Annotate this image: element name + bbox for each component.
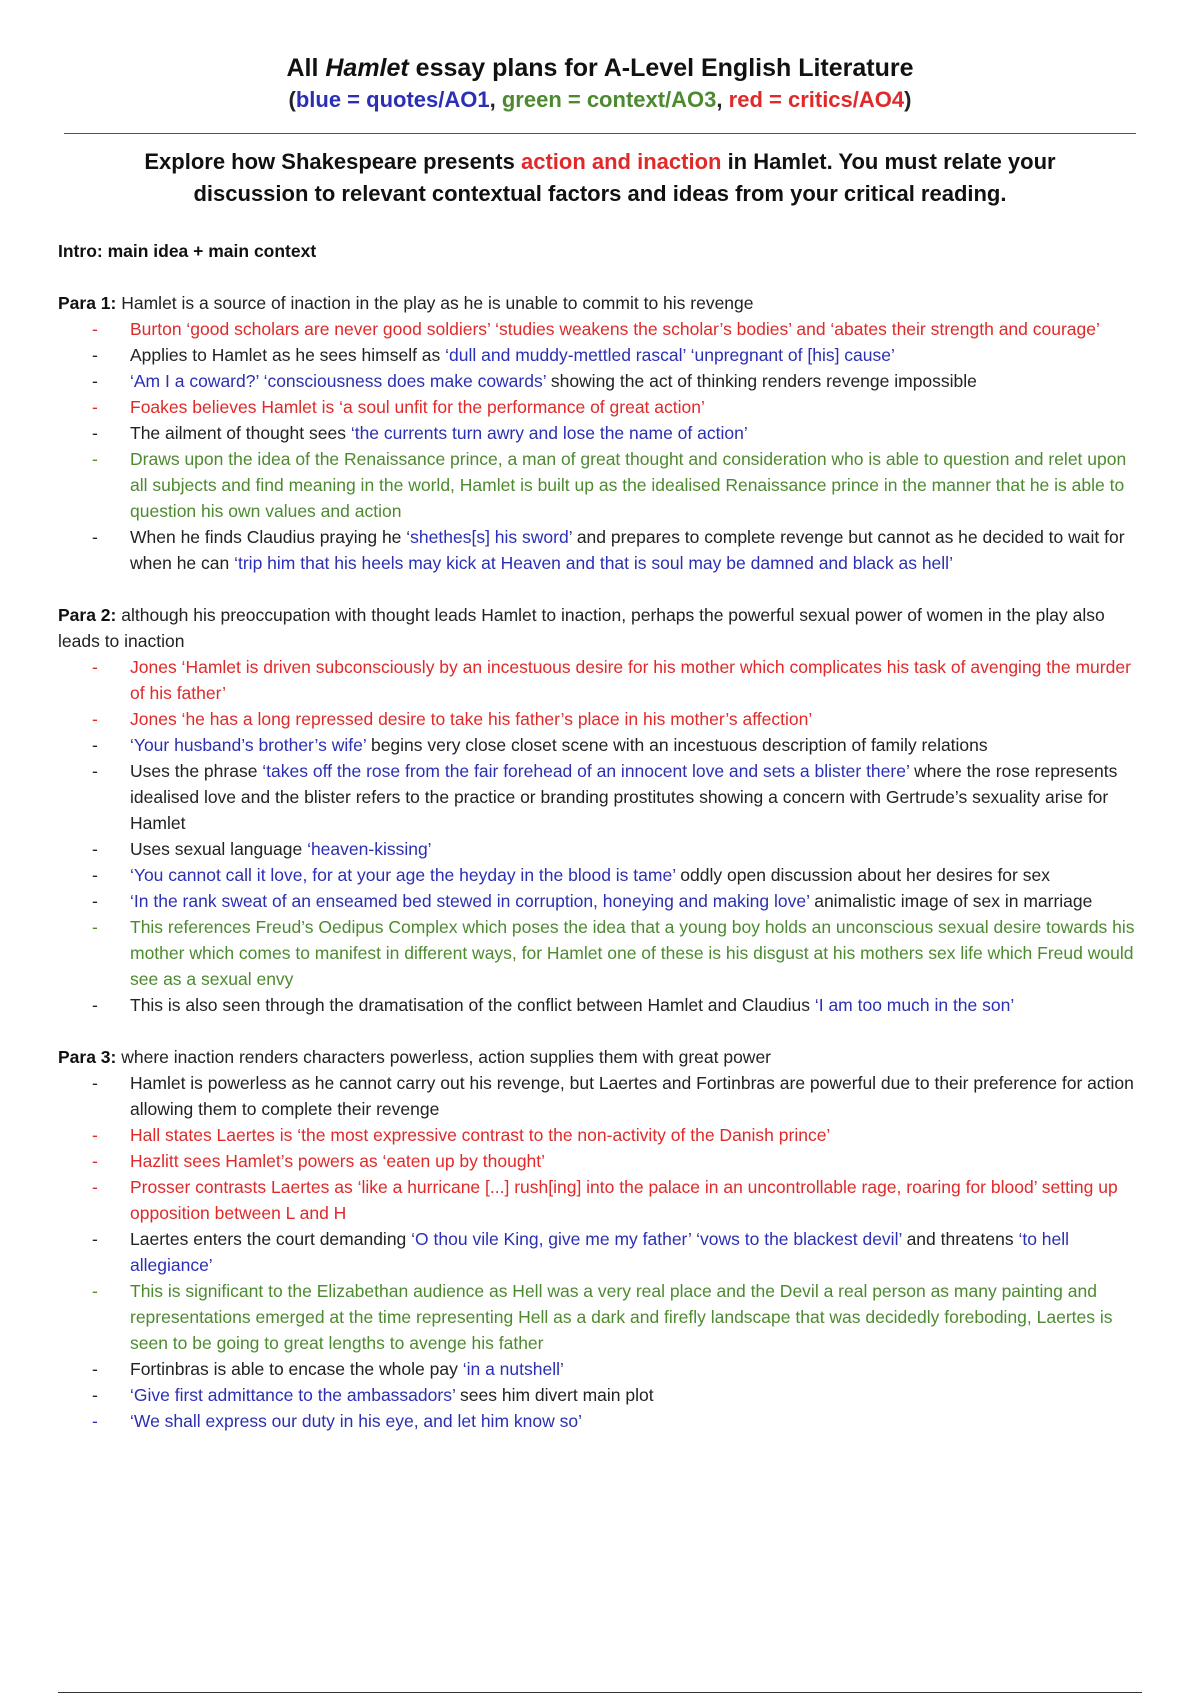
quote-text: ‘Am I a coward?’ ‘consciousness does make cowards’ <box>130 371 546 391</box>
colour-key <box>58 85 1142 115</box>
bullet-point <box>58 836 1142 862</box>
bullet-point <box>58 368 1142 394</box>
bullet-point <box>58 1356 1142 1382</box>
analysis-text: Applies to Hamlet as he sees himself as <box>130 345 446 365</box>
critic-text: Hall states Laertes is ‘the most expressive contrast to the non-activity of the Danish prince’ <box>130 1125 831 1145</box>
para-heading <box>58 602 1142 654</box>
document-title <box>58 52 1142 85</box>
bullet-point <box>58 1070 1142 1122</box>
dash-marker: - <box>92 397 98 417</box>
dash-marker: - <box>92 917 98 937</box>
bullet-point <box>58 1408 1142 1434</box>
bullet-list <box>58 654 1142 1018</box>
bullet-point <box>58 1382 1142 1408</box>
dash-marker: - <box>92 345 98 365</box>
analysis-text: The ailment of thought sees <box>130 423 351 443</box>
title-play-name: Hamlet <box>325 54 409 82</box>
quote-text: ‘takes off the rose from the fair forehead of an innocent love and sets a blister there’ <box>262 761 910 781</box>
quote-text: ‘I am too much in the son’ <box>814 995 1015 1015</box>
dash-marker: - <box>92 371 98 391</box>
question-post: in Hamlet. You must relate your discussion to relevant contextual factors and ideas from your critical reading. <box>193 149 1056 206</box>
dash-marker: - <box>92 761 98 781</box>
para-argument: where inaction renders characters powerless, action supplies them with great power <box>116 1047 772 1067</box>
bullet-point <box>58 1122 1142 1148</box>
intro-line: Intro: main idea + main context <box>58 241 317 261</box>
critic-text: Jones ‘he has a long repressed desire to take his father’s place in his mother’s affection’ <box>130 709 813 729</box>
bullet-list <box>58 1070 1142 1434</box>
bullet-point <box>58 1278 1142 1356</box>
quote-text: ‘in a nutshell’ <box>462 1359 564 1379</box>
bullet-point <box>58 1148 1142 1174</box>
bullet-point <box>58 524 1142 576</box>
analysis-text: and threatens <box>901 1229 1019 1249</box>
context-text: This references Freud’s Oedipus Complex which poses the idea that a young boy holds an unconscious sexual desire towards his mother which comes to manifest in different ways, for Hamlet one of these is his disgust at his mothers sex life which Freud would see as a sexual envy <box>130 917 1135 989</box>
quote-text: ‘O thou vile King, give me my father’ ‘vows to the blackest devil’ <box>411 1229 902 1249</box>
quote-text: ‘Give first admittance to the ambassadors’ <box>130 1385 456 1405</box>
analysis-text: Uses the phrase <box>130 761 263 781</box>
key-green: green = context/AO3 <box>501 87 717 112</box>
critic-text: Foakes believes Hamlet is ‘a soul unfit for the performance of great action’ <box>130 397 705 417</box>
analysis-text: Uses sexual language <box>130 839 308 859</box>
dash-marker: - <box>92 1411 98 1431</box>
bullet-point <box>58 420 1142 446</box>
quote-text: ‘Your husband’s brother’s wife’ <box>130 735 367 755</box>
dash-marker: - <box>92 1125 98 1145</box>
bullet-list <box>58 316 1142 576</box>
dash-marker: - <box>92 839 98 859</box>
quote-text: ‘to hell allegiance’ <box>130 1229 1070 1275</box>
dash-marker: - <box>92 527 98 547</box>
analysis-text: and prepares to complete revenge but cannot as he decided to wait for when he can <box>130 527 1125 573</box>
critic-text: Prosser contrasts Laertes as ‘like a hurricane [...] rush[ing] into the palace in an uncontrollable rage, roaring for blood’ setting up opposition between L and H <box>130 1177 1118 1223</box>
context-text: This is significant to the Elizabethan audience as Hell was a very real place and the Devil a real person as many painting and representations emerged at the time representing Hell as a dark and firefly landscape that was decidedly foreboding, Laertes is seen to be going to great lengths to avenge his father <box>130 1281 1113 1353</box>
key-blue: blue = quotes/AO1 <box>295 87 490 112</box>
footer-divider <box>58 1692 1142 1693</box>
key-sep: , <box>489 87 502 112</box>
analysis-text: When he finds Claudius praying he <box>130 527 407 547</box>
context-text: Draws upon the idea of the Renaissance prince, a man of great thought and consideration who is able to question and relet upon all subjects and find meaning in the world, Hamlet is built up as the idealised Renaissance prince in the manner that he is able to question his own values and action <box>130 449 1127 521</box>
dash-marker: - <box>92 423 98 443</box>
bullet-point <box>58 914 1142 992</box>
quote-text: ‘We shall express our duty in his eye, and let him know so’ <box>130 1411 582 1431</box>
critic-text: Hazlitt sees Hamlet’s powers as ‘eaten up by thought’ <box>130 1151 546 1171</box>
quote-text: ‘heaven-kissing’ <box>307 839 432 859</box>
analysis-text: begins very close closet scene with an incestuous description of family relations <box>366 735 988 755</box>
analysis-text: oddly open discussion about her desires for sex <box>675 865 1050 885</box>
dash-marker: - <box>92 1229 98 1249</box>
dash-marker: - <box>92 1281 98 1301</box>
para-label: Para 2: <box>58 605 117 625</box>
key-sep: , <box>716 87 729 112</box>
quote-text: ‘You cannot call it love, for at your age the heyday in the blood is tame’ <box>130 865 676 885</box>
analysis-text: sees him divert main plot <box>455 1385 654 1405</box>
analysis-text: Fortinbras is able to encase the whole pay <box>130 1359 463 1379</box>
dash-marker: - <box>92 995 98 1015</box>
dash-marker: - <box>92 1385 98 1405</box>
question-pre: Explore how Shakespeare presents <box>144 149 521 174</box>
dash-marker: - <box>92 1151 98 1171</box>
bullet-point <box>58 394 1142 420</box>
analysis-text: This is also seen through the dramatisation of the conflict between Hamlet and Claudius <box>130 995 815 1015</box>
para-heading <box>58 290 1142 316</box>
dash-marker: - <box>92 319 98 339</box>
key-close: ) <box>904 87 912 112</box>
quote-text: ‘dull and muddy-mettled rascal’ ‘unpregnant of [his] cause’ <box>445 345 895 365</box>
dash-marker: - <box>92 1177 98 1197</box>
bullet-point <box>58 1226 1142 1278</box>
quote-text: ‘the currents turn awry and lose the name of action’ <box>350 423 748 443</box>
title-pre: All <box>286 54 326 82</box>
dash-marker: - <box>92 865 98 885</box>
quote-text: ‘In the rank sweat of an enseamed bed stewed in corruption, honeying and making love’ <box>130 891 810 911</box>
header-divider <box>64 133 1136 134</box>
bullet-point <box>58 446 1142 524</box>
analysis-text: Laertes enters the court demanding <box>130 1229 412 1249</box>
title-post: essay plans for A-Level English Literature <box>408 54 914 82</box>
para-argument: Hamlet is a source of inaction in the play as he is unable to commit to his revenge <box>116 293 754 313</box>
para-argument: although his preoccupation with thought leads Hamlet to inaction, perhaps the powerful sexual power of women in the play also leads to inaction <box>58 605 1105 651</box>
paragraph-plans <box>58 290 1142 1434</box>
quote-text: ‘trip him that his heels may kick at Heaven and that is soul may be damned and black as hell’ <box>234 553 953 573</box>
dash-marker: - <box>92 891 98 911</box>
bullet-point <box>58 888 1142 914</box>
analysis-text: showing the act of thinking renders revenge impossible <box>545 371 977 391</box>
question-highlight: action and inaction <box>520 149 722 174</box>
bullet-point <box>58 316 1142 342</box>
dash-marker: - <box>92 1359 98 1379</box>
bullet-point <box>58 1174 1142 1226</box>
analysis-text: animalistic image of sex in marriage <box>809 891 1093 911</box>
dash-marker: - <box>92 709 98 729</box>
key-red: red = critics/AO4 <box>728 87 905 112</box>
para-label: Para 3: <box>58 1047 117 1067</box>
dash-marker: - <box>92 449 98 469</box>
bullet-point <box>58 992 1142 1018</box>
bullet-point <box>58 342 1142 368</box>
dash-marker: - <box>92 1073 98 1093</box>
para-label: Para 1: <box>58 293 117 313</box>
quote-text: ‘shethes[s] his sword’ <box>406 527 572 547</box>
key-open: ( <box>288 87 296 112</box>
dash-marker: - <box>92 735 98 755</box>
bullet-point <box>58 706 1142 732</box>
essay-question <box>98 146 1102 210</box>
bullet-point <box>58 654 1142 706</box>
bullet-point <box>58 758 1142 836</box>
dash-marker: - <box>92 657 98 677</box>
bullet-point <box>58 862 1142 888</box>
analysis-text: where the rose represents idealised love and the blister refers to the practice or branding prostitutes showing a concern with Gertrude’s sexuality arise for Hamlet <box>130 761 1118 833</box>
analysis-text: Hamlet is powerless as he cannot carry out his revenge, but Laertes and Fortinbras are powerful due to their preference for action allowing them to complete their revenge <box>130 1073 1134 1119</box>
critic-text: Burton ‘good scholars are never good soldiers’ ‘studies weakens the scholar’s bodies’ and ‘abates their strength and courage’ <box>130 319 1100 339</box>
critic-text: Jones ‘Hamlet is driven subconsciously by an incestuous desire for his mother which complicates his task of avenging the murder of his father’ <box>130 657 1131 703</box>
bullet-point <box>58 732 1142 758</box>
para-heading <box>58 1044 1142 1070</box>
